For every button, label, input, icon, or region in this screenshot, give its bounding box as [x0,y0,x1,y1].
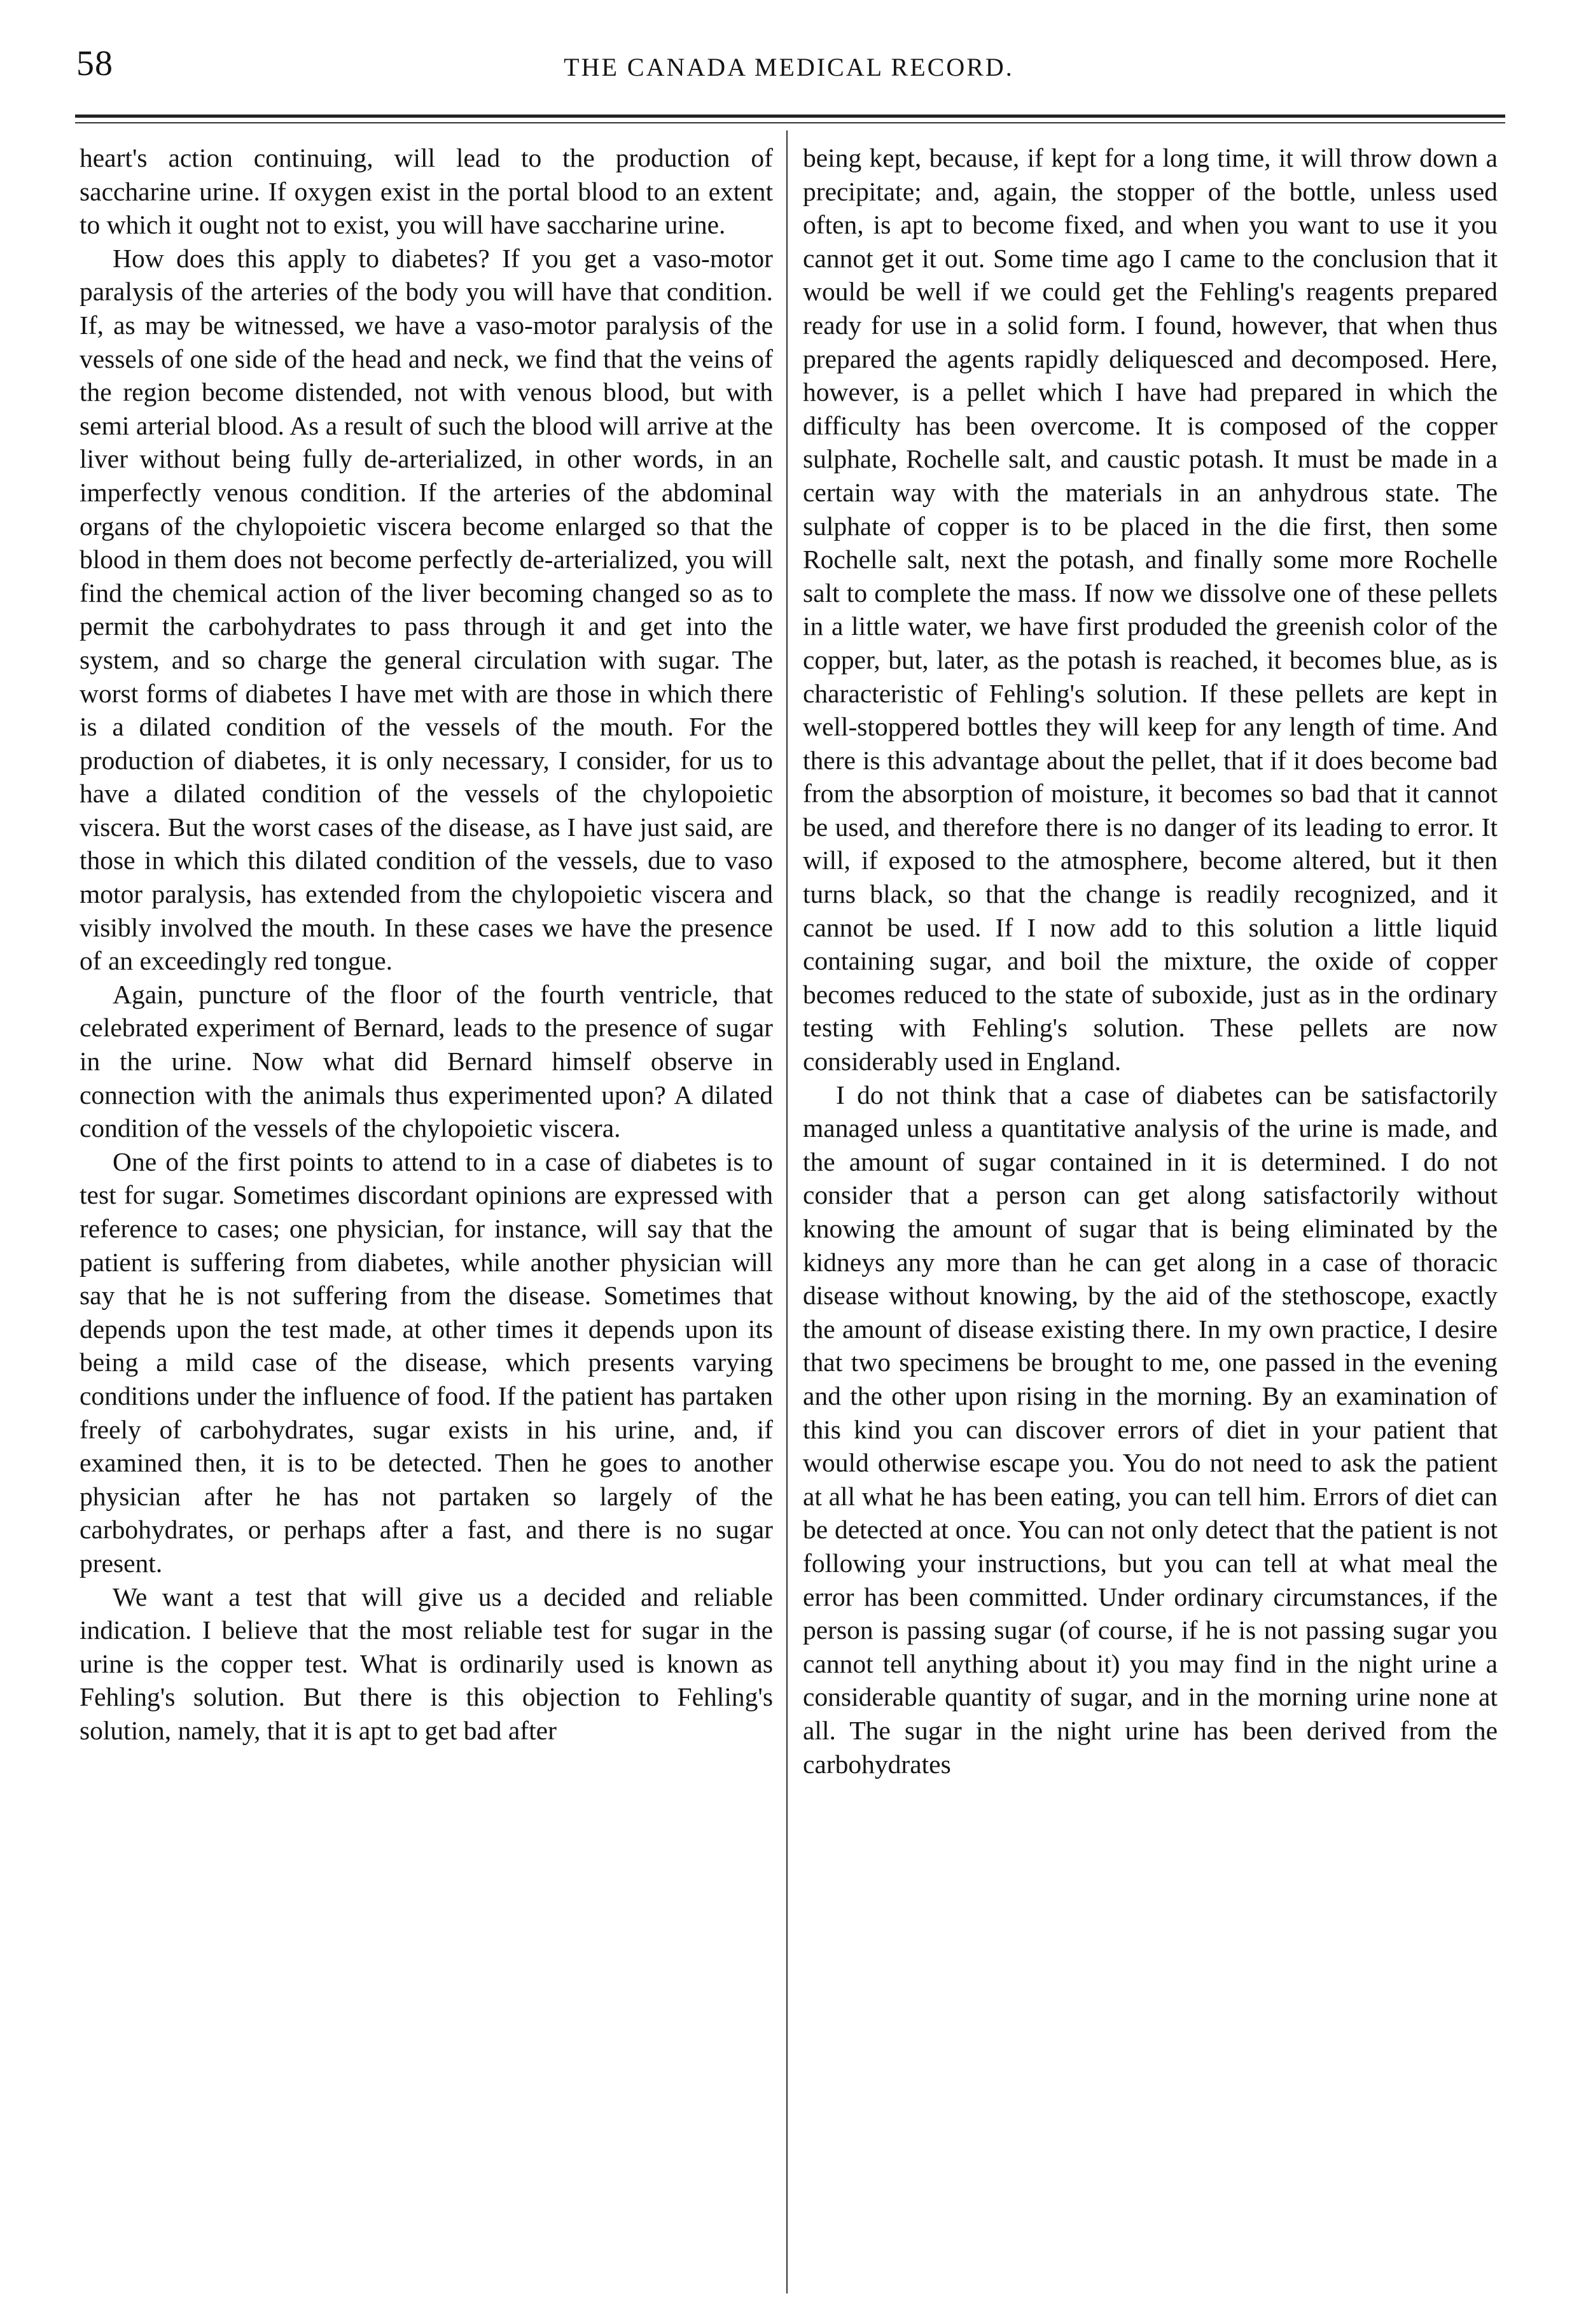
left-column [80,141,773,1748]
paragraph: being kept, because, if kept for a long time, it will throw down a precipitate; and, again, the stopper of the bottle, unless used often, is apt to become fixed, and when you want to use it you cannot get it out. Some time ago I came to the conclusion that it would be well if we could get the Fehling's reagents prepared ready for use in a solid form. I found, however, that when thus prepared the agents rapidly deliquesced and decomposed. Here, however, is a pellet which I have had prepared in which the difficulty has been overcome. It is composed of the copper sulphate, Rochelle salt, and caustic potash. It must be made in a certain way with the materials in an anhydrous state. The sulphate of copper is to be placed in the die first, then some Rochelle salt, next the potash, and finally some more Rochelle salt to complete the mass. If now we dissolve one of these pellets in a little water, we have first produded the greenish color of the copper, but, later, as the potash is reached, it becomes blue, as is characteristic of Fehling's solution. If these pellets are kept in well-stoppered bottles they will keep for any length of time. And there is this advantage about the pellet, that if it does become bad from the absorption of moisture, it becomes so bad that it cannot be used, and therefore there is no danger of its leading to error. It will, if exposed to the atmosphere, become altered, but it then turns black, so that the change is readily recognized, and it cannot be used. If I now add to this solution a little liquid containing sugar, and boil the mixture, the oxide of copper becomes reduced to the state of suboxide, just as in the ordinary testing with Fehling's solution. These pellets are now considerably used in England. [803,143,1498,1076]
header-rule-thin [75,122,1505,123]
page-number: 58 [76,44,113,83]
header-rule [75,115,1505,118]
running-title: THE CANADA MEDICAL RECORD. [564,53,1014,81]
paragraph: heart's action continuing, will lead to the production of saccharine urine. If oxygen exist in the portal blood to an extent to which it ought not to exist, you will have saccharine urine. [80,143,773,240]
paragraph: One of the first points to attend to in a case of diabetes is to test for sugar. Sometimes discordant opinions are expressed with reference to cases; one physician, for instance, will say that the patient is suffering from diabetes, while another physician will say that he is not suffering from the disease. Sometimes that depends upon the test made, at other times it depends upon its being a mild case of the disease, which presents varying conditions under the influence of food. If the patient has partaken freely of carbohydrates, sugar exists in his urine, and, if examined then, it is to be detected. Then he goes to another physician after he has not partaken so largely of the carbohydrates, or perhaps after a fast, and there is no sugar present. [80,1146,773,1578]
page-header [76,38,1501,108]
paragraph: Again, puncture of the floor of the fourth ventricle, that celebrated experiment of Bernard, leads to the presence of sugar in the urine. Now what did Bernard himself observe in connection with the animals thus experimented upon? A dilated condition of the vessels of the chylopoietic viscera. [80,979,773,1143]
paragraph: How does this apply to diabetes? If you get a vaso-motor paralysis of the arteries of the body you will have that condition. If, as may be witnessed, we have a vaso-motor paralysis of the vessels of one side of the head and neck, we find that the veins of the region become distended, not with venous blood, but with semi arterial blood. As a result of such the blood will arrive at the liver without being fully de-arterialized, in other words, in an imperfectly venous condition. If the arteries of the abdominal organs of the chylopoietic viscera become enlarged so that the blood in them does not become perfectly de-arterialized, you will find the chemical action of the liver becoming changed so as to permit the carbohydrates to pass through it and get into the system, and so charge the general circulation with sugar. The worst forms of diabetes I have met with are those in which there is a dilated condition of the vessels of the mouth. For the production of diabetes, it is only necessary, I consider, for us to have a dilated condition of the vessels of the chylopoietic viscera. But the worst cases of the disease, as I have just said, are those in which this dilated condition of the vessels, due to vaso motor paralysis, has extended from the chylopoietic viscera and visibly involved the mouth. In these cases we have the presence of an exceedingly red tongue. [80,243,773,976]
paragraph: We want a test that will give us a decided and reliable indication. I believe that the most reliable test for sugar in the urine is the copper test. What is ordinarily used is known as Fehling's solution. But there is this objection to Fehling's solution, namely, that it is apt to get bad after [80,1582,773,1745]
column-divider [786,130,788,2293]
paragraph: I do not think that a case of diabetes can be satisfactorily managed unless a quantitative analysis of the urine is made, and the amount of sugar contained in it is determined. I do not consider that a person can get along satisfactorily without knowing the amount of sugar that is being eliminated by the kidneys any more than he can get along in a case of thoracic disease without knowing, by the aid of the stethoscope, exactly the amount of disease existing there. In my own practice, I desire that two specimens be brought to me, one passed in the evening and the other upon rising in the morning. By an examination of this kind you can discover errors of diet in your patient that would otherwise escape you. You do not need to ask the patient at all what he has been eating, you can tell him. Errors of diet can be detected at once. You can not only detect that the patient is not following your instructions, but you can tell at what meal the error has been committed. Under ordinary circumstances, if the person is passing sugar (of course, if he is not passing sugar you cannot tell anything about it) you may find in the night urine a considerable quantity of sugar, and in the morning urine none at all. The sugar in the night urine has been derived from the carbohydrates [803,1080,1498,1779]
right-column [803,141,1498,1781]
